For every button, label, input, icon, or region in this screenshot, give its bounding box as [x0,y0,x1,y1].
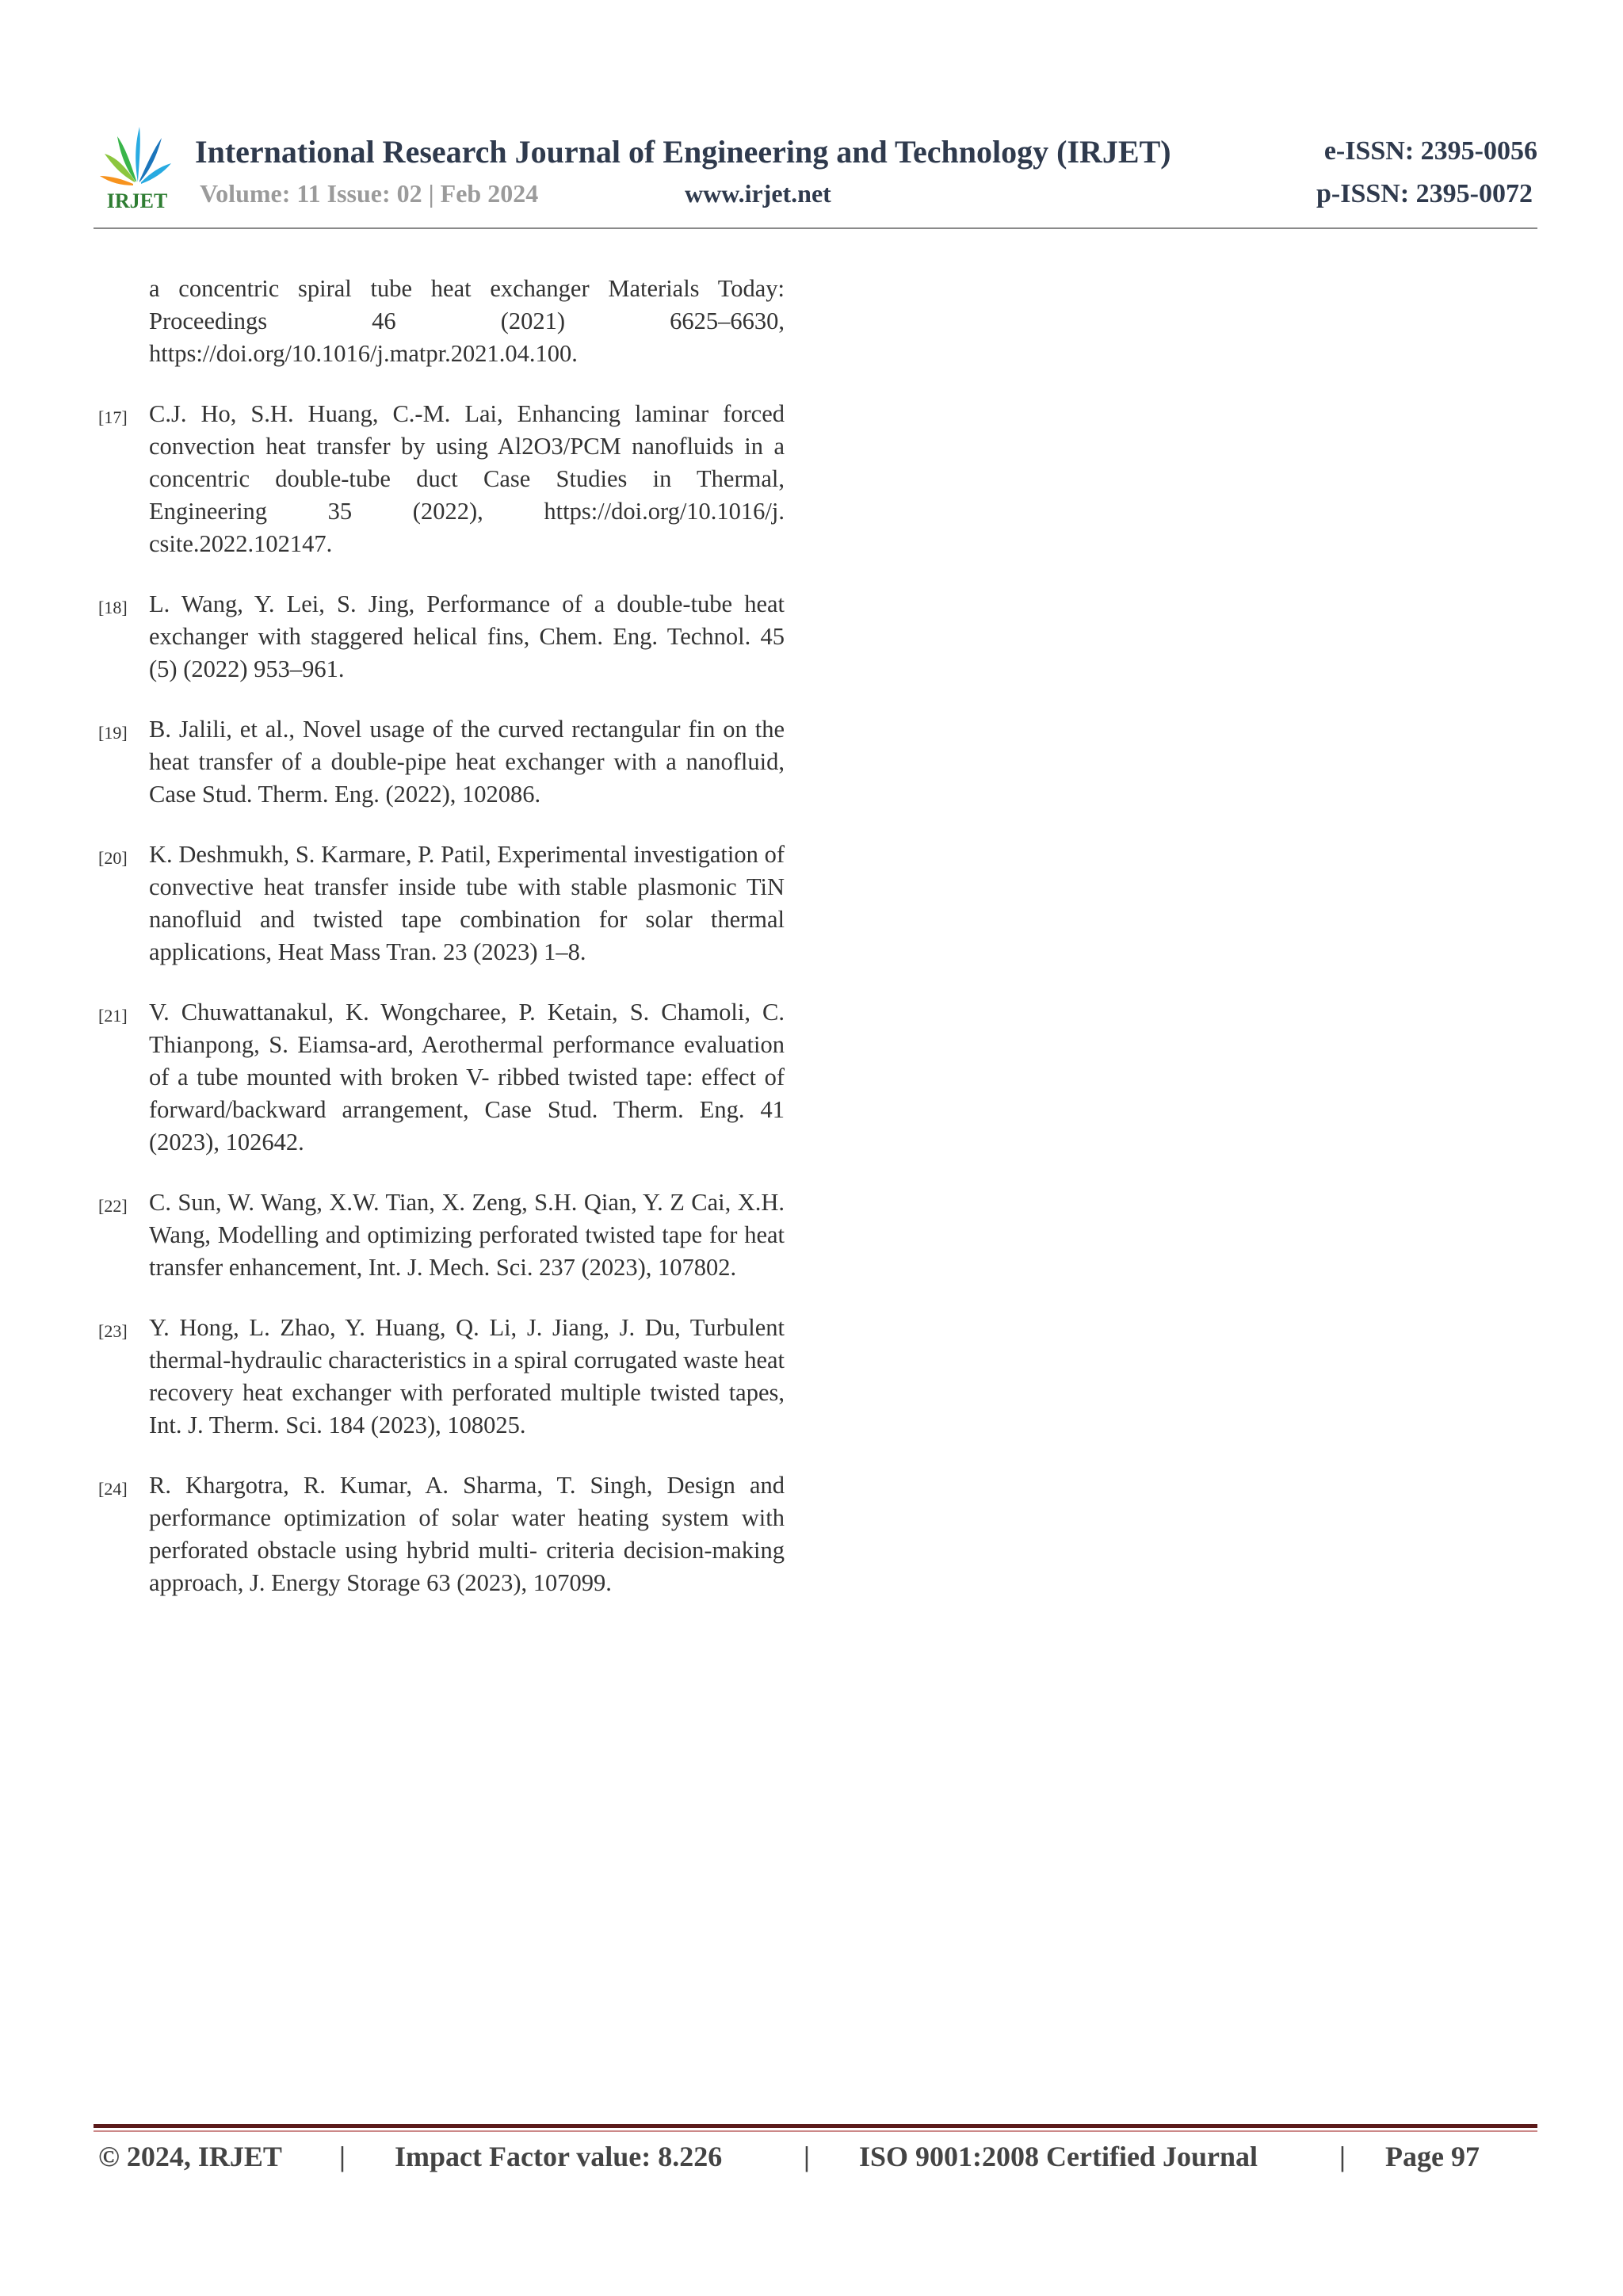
footer-divider-thin [94,2130,1537,2132]
reference-number: [21] [98,1006,128,1026]
header-divider [94,227,1537,229]
volume-issue: Volume: 11 Issue: 02 | Feb 2024 [200,179,539,208]
reference-number: [23] [98,1321,128,1341]
reference-number: [17] [98,407,128,427]
logo-leaves-icon [100,127,171,185]
footer-divider [94,2124,1537,2128]
reference-number: [20] [98,848,128,868]
reference-text: B. Jalili, et al., Novel usage of the curved rectangular fin on the heat transfer of a double-pipe heat exchanger with a nanofluid, Case Stud. Therm. Eng. (2022), 102086. [149,716,785,808]
reference-text: V. Chuwattanakul, K. Wongcharee, P. Ketain, S. Chamoli, C. Thianpong, S. Eiamsa-ard, Aerothermal performance evaluation of a tube mounted with broken V- ribbed twisted tape: effect of forward/backward arrangement, Case Stud. Therm. Eng. 41 (2023), 102642. [149,999,785,1156]
page-footer [94,2140,1537,2179]
reference-text: R. Khargotra, R. Kumar, A. Sharma, T. Singh, Design and performance optimization of solar water heating system with perforated obstacle using hybrid multi- criteria decision-making approach, J. Energy Storage 63 (2023), 107099. [149,1472,785,1596]
reference-list [94,273,785,1627]
irjet-logo [94,119,181,214]
footer-copyright: © 2024, IRJET [98,2141,282,2172]
page-header [94,119,1537,230]
reference-item [94,839,785,968]
reference-item [94,273,785,370]
reference-number: [19] [98,723,128,743]
footer-separator: | [804,2141,810,2172]
reference-text: a concentric spiral tube heat exchanger Materials Today: Proceedings 46 (2021) 6625–6630, https://doi.org/10.1016/j.matpr.2021.04.100. [149,275,785,367]
reference-item [94,996,785,1159]
reference-item [94,1469,785,1599]
reference-text: Y. Hong, L. Zhao, Y. Huang, Q. Li, J. Jiang, J. Du, Turbulent thermal-hydraulic characteristics in a spiral corrugated waste heat recovery heat exchanger with perforated multiple twisted tapes, Int. J. Therm. Sci. 184 (2023), 108025. [149,1314,785,1438]
footer-separator: | [1339,2141,1346,2172]
footer-separator: | [339,2141,346,2172]
reference-item [94,398,785,560]
footer-page-number: Page 97 [1385,2141,1480,2172]
reference-number: [18] [98,598,128,617]
journal-website[interactable]: www.irjet.net [685,179,831,208]
reference-text: K. Deshmukh, S. Karmare, P. Patil, Experimental investigation of convective heat transfer inside tube with stable plasmonic TiN nanofluid and twisted tape combination for solar thermal applications, Heat Mass Tran. 23 (2023) 1–8. [149,841,785,965]
reference-item [94,713,785,811]
reference-text: C.J. Ho, S.H. Huang, C.-M. Lai, Enhancing laminar forced convection heat transfer by using Al2O3/PCM nanofluids in a concentric double-tube duct Case Studies in Thermal, Engineering 35 (2022), https://doi.org/10.1016/j. csite.2022.102147. [149,400,785,557]
reference-item [94,1186,785,1284]
reference-item [94,588,785,686]
footer-iso: ISO 9001:2008 Certified Journal [859,2141,1258,2172]
p-issn: p-ISSN: 2395-0072 [1316,179,1533,208]
e-issn: e-ISSN: 2395-0056 [1323,136,1537,166]
reference-item [94,1312,785,1442]
reference-text: C. Sun, W. Wang, X.W. Tian, X. Zeng, S.H. Qian, Y. Z Cai, X.H. Wang, Modelling and optimizing perforated twisted tape for heat transfer enhancement, Int. J. Mech. Sci. 237 (2023), 107802. [149,1189,785,1281]
journal-title: International Research Journal of Engineering and Technology (IRJET) [195,134,1171,170]
reference-text: L. Wang, Y. Lei, S. Jing, Performance of a double-tube heat exchanger with staggered helical fins, Chem. Eng. Technol. 45 (5) (2022) 953–961. [149,590,785,682]
footer-impact-factor: Impact Factor value: 8.226 [395,2141,723,2172]
logo-text: IRJET [106,189,168,212]
reference-number: [22] [98,1196,128,1216]
reference-number: [24] [98,1479,128,1499]
